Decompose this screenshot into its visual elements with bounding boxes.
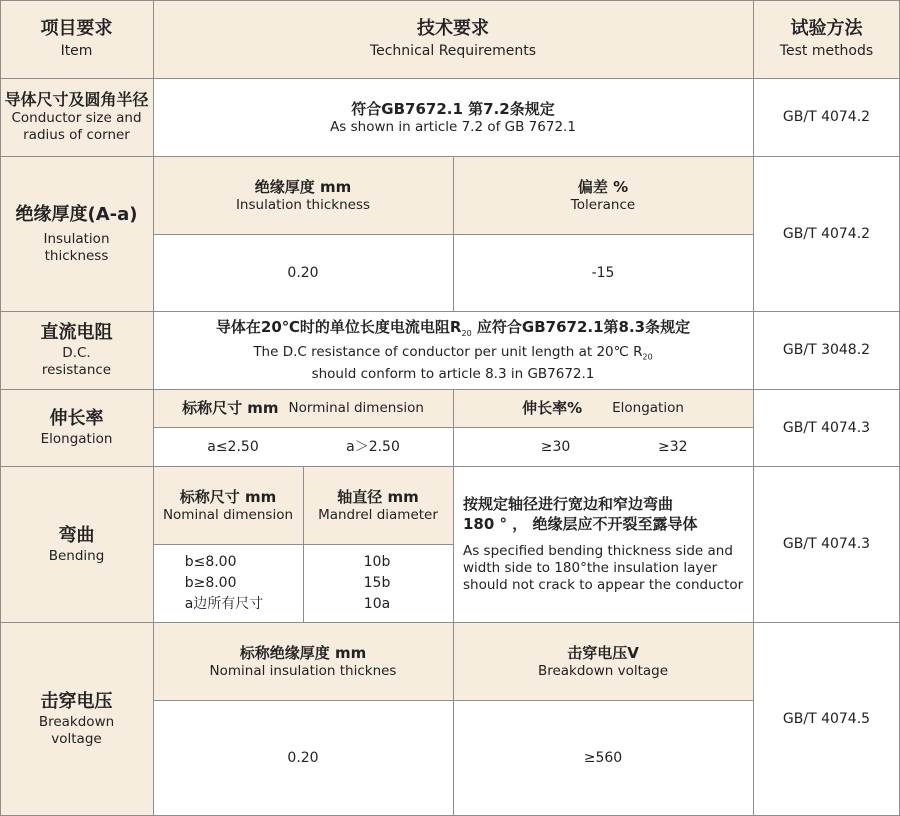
resistance-req-en-1: The D.C resistance of conductor per unit length at 20℃ $R_{20}$ bbox=[253, 344, 653, 362]
bending-col1-header bbox=[153, 466, 303, 544]
bending-desc-en-1: As specified bending thickness side and bbox=[463, 543, 733, 559]
bending-col2-zh: 轴直径 mm bbox=[337, 487, 419, 506]
insulation-col1-header bbox=[153, 156, 453, 234]
grid-line bbox=[0, 156, 900, 157]
breakdown-test-method: GB/T 4074.5 bbox=[782, 711, 871, 727]
elongation-item-cell bbox=[0, 389, 153, 466]
insulation-col2-zh: 偏差 % bbox=[577, 177, 629, 196]
insulation-col2-header bbox=[453, 156, 753, 234]
resistance-req-en-2: should conform to article 8.3 in GB7672.1 bbox=[311, 365, 595, 382]
grid-line bbox=[753, 0, 754, 816]
grid-line bbox=[0, 78, 900, 79]
insulation-thickness-value: 0.20 bbox=[287, 264, 319, 281]
grid-line bbox=[453, 389, 454, 816]
breakdown-item-zh: 击穿电压 bbox=[40, 691, 113, 712]
insulation-test-cell bbox=[753, 156, 900, 311]
resistance-item-en-1: D.C. bbox=[62, 345, 91, 361]
resistance-req-zh: 导体在20℃时的单位长度电流电阻$R_{20}$ 应符合GB7672.1第8.3条规定 bbox=[215, 318, 691, 339]
grid-line bbox=[153, 0, 154, 816]
grid-line bbox=[153, 427, 753, 428]
bending-description-cell bbox=[453, 466, 753, 622]
insulation-col2-en: Tolerance bbox=[570, 196, 636, 213]
conductor-item-zh: 导体尺寸及圆角半径 bbox=[4, 90, 149, 109]
grid-line bbox=[0, 389, 900, 390]
resistance-item-zh: 直流电阻 bbox=[40, 322, 113, 343]
elongation-item-en: Elongation bbox=[40, 431, 113, 447]
breakdown-voltage-value: ≥560 bbox=[583, 750, 623, 766]
breakdown-col1-en: Nominal insulation thicknes bbox=[209, 662, 397, 679]
header-item-en: Item bbox=[60, 43, 93, 59]
grid-line bbox=[0, 466, 900, 467]
resistance-test-cell bbox=[753, 311, 900, 389]
insulation-item-zh: 绝缘厚度(A-a) bbox=[15, 203, 138, 225]
header-test-cell bbox=[753, 0, 900, 78]
bending-col2-header bbox=[303, 466, 453, 544]
insulation-item-cell bbox=[0, 156, 153, 311]
grid-line bbox=[0, 311, 900, 312]
insulation-tolerance-value: -15 bbox=[591, 264, 615, 281]
elongation-col1-zh: 标称尺寸 mm bbox=[182, 399, 279, 417]
breakdown-item-cell bbox=[0, 622, 153, 816]
elongation-col1-header bbox=[153, 389, 453, 427]
header-item-cell bbox=[0, 0, 153, 78]
bending-mandrel-2: 15b bbox=[363, 574, 391, 591]
bending-col1-en: Nominal dimension bbox=[162, 506, 294, 523]
grid-line bbox=[0, 622, 900, 623]
resistance-requirement-cell bbox=[153, 311, 753, 389]
elongation-col2-en: Elongation bbox=[612, 399, 684, 416]
resistance-test-method: GB/T 3048.2 bbox=[782, 342, 871, 358]
breakdown-col2-en: Breakdown voltage bbox=[537, 662, 669, 679]
breakdown-item-en-1: Breakdown bbox=[38, 714, 115, 730]
conductor-test-cell bbox=[753, 78, 900, 156]
breakdown-col1-header bbox=[153, 622, 453, 700]
bending-dim-2: b≥8.00 bbox=[184, 574, 237, 591]
breakdown-val2-cell bbox=[453, 700, 753, 816]
bending-item-en: Bending bbox=[48, 547, 105, 564]
breakdown-col1-zh: 标称绝缘厚度 mm bbox=[239, 643, 367, 662]
elongation-col2-header bbox=[453, 389, 753, 427]
insulation-test-method: GB/T 4074.2 bbox=[782, 225, 871, 242]
elongation-dim-values bbox=[153, 427, 453, 466]
grid-line bbox=[153, 544, 453, 545]
elongation-dim-1: a≤2.50 bbox=[207, 438, 259, 455]
elongation-pct-1: ≥30 bbox=[540, 438, 571, 455]
bending-dim-1: b≤8.00 bbox=[184, 553, 237, 570]
breakdown-thickness-value: 0.20 bbox=[287, 750, 319, 766]
elongation-test-cell bbox=[753, 389, 900, 466]
bending-desc-zh-2: 180 ° ， 绝缘层应不开裂至露导体 bbox=[463, 515, 698, 533]
resistance-item-en-2: resistance bbox=[41, 362, 112, 378]
bending-col1-zh: 标称尺寸 mm bbox=[179, 487, 277, 506]
conductor-req-zh: 符合GB7672.1 第7.2条规定 bbox=[351, 99, 555, 118]
conductor-requirement-cell bbox=[153, 78, 753, 156]
bending-mandrels-cell bbox=[303, 544, 453, 622]
conductor-item-cell bbox=[0, 78, 153, 156]
conductor-item-en: Conductor size and radius of corner bbox=[11, 110, 142, 143]
insulation-col1-en: Insulation thickness bbox=[235, 196, 371, 213]
elongation-pct-values: ≥30 ≥32 bbox=[453, 427, 753, 466]
bending-item-cell bbox=[0, 466, 153, 622]
header-test-en: Test methods bbox=[779, 43, 874, 59]
header-test-zh: 试验方法 bbox=[790, 18, 863, 39]
bending-mandrel-3: 10a bbox=[363, 595, 391, 612]
bending-desc-zh-1: 按规定轴径进行宽边和窄边弯曲 bbox=[463, 495, 674, 513]
breakdown-test-cell bbox=[753, 622, 900, 816]
header-requirements-zh: 技术要求 bbox=[417, 18, 489, 39]
breakdown-val1-cell bbox=[153, 700, 453, 816]
header-requirements-en: Technical Requirements bbox=[369, 43, 537, 59]
bending-item-zh: 弯曲 bbox=[58, 524, 95, 546]
conductor-req-en: As shown in article 7.2 of GB 7672.1 bbox=[330, 118, 576, 135]
elongation-test-method: GB/T 4074.3 bbox=[782, 419, 871, 436]
breakdown-col2-zh: 击穿电压V bbox=[567, 643, 639, 662]
elongation-item-zh: 伸长率 bbox=[49, 408, 104, 429]
grid-line bbox=[153, 234, 753, 235]
bending-test-method: GB/T 4074.3 bbox=[782, 536, 871, 552]
elongation-col2-zh: 伸长率% bbox=[522, 399, 583, 417]
header-item-zh: 项目要求 bbox=[40, 18, 113, 39]
bending-test-cell bbox=[753, 466, 900, 622]
bending-col2-en: Mandrel diameter bbox=[318, 506, 438, 523]
breakdown-col2-header bbox=[453, 622, 753, 700]
grid-line bbox=[0, 0, 1, 816]
bending-dims-cell bbox=[153, 544, 303, 622]
breakdown-item-en-2: voltage bbox=[51, 731, 102, 747]
insulation-col1-zh: 绝缘厚度 mm bbox=[254, 177, 352, 196]
grid-line bbox=[0, 0, 900, 1]
insulation-item-en: Insulation thickness bbox=[43, 230, 110, 264]
resistance-item-cell bbox=[0, 311, 153, 389]
bending-mandrel-1: 10b bbox=[363, 553, 391, 570]
bending-desc-en-3: should not crack to appear the conductor bbox=[463, 577, 744, 593]
grid-line bbox=[153, 700, 753, 701]
conductor-test-method: GB/T 4074.2 bbox=[782, 109, 871, 125]
header-requirements-cell bbox=[153, 0, 753, 78]
elongation-dim-2: a＞2.50 bbox=[346, 438, 400, 455]
insulation-val1-cell bbox=[153, 234, 453, 311]
bending-desc-en-2: width side to 180°the insulation layer bbox=[463, 560, 718, 576]
insulation-val2-cell bbox=[453, 234, 753, 311]
bending-dim-3: a边所有尺寸 bbox=[184, 595, 264, 612]
elongation-col1-en: Norminal dimension bbox=[288, 399, 424, 416]
